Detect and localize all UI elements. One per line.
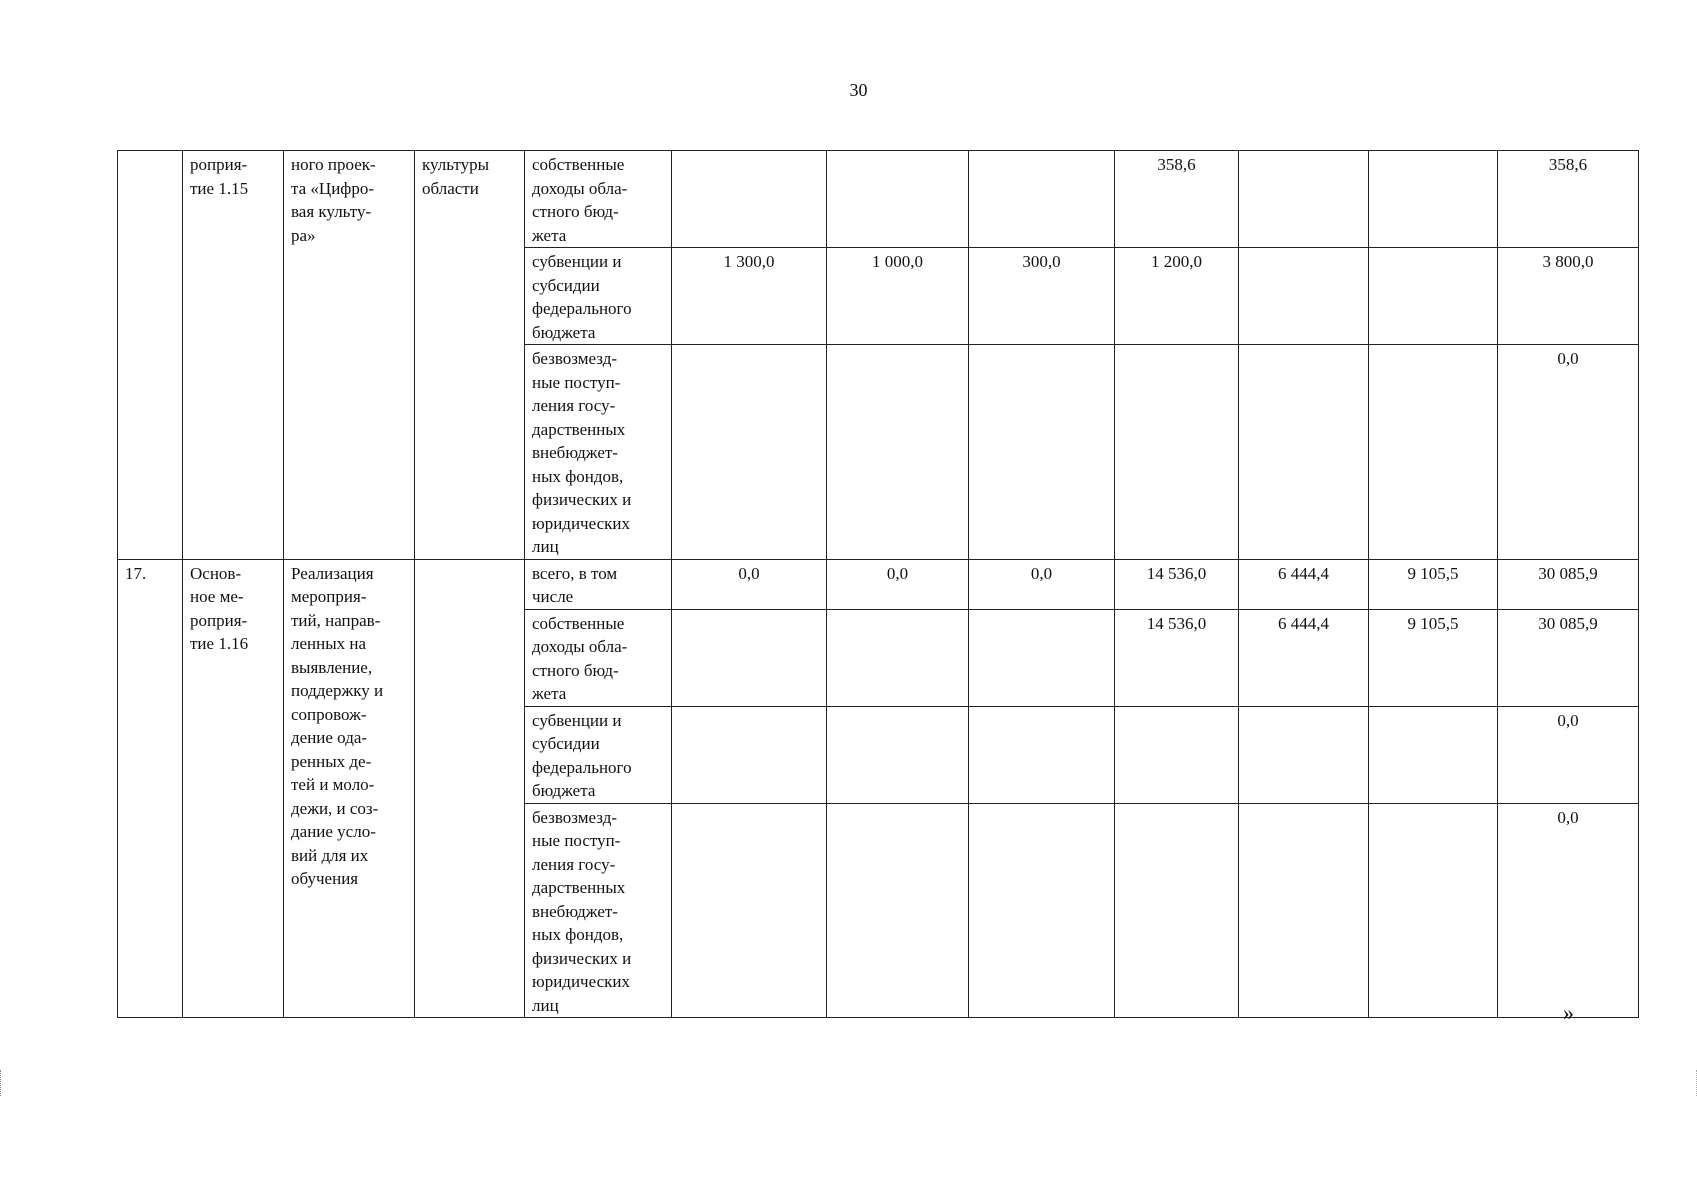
amount-cell: 6 444,4 [1239,609,1369,706]
funding-source-cell: безвозмезд- ные поступ- ления госу- дарственных внебюджет- ных фондов, физических и юридических лиц [525,345,672,560]
amount-cell [1239,151,1369,248]
amount-cell [969,151,1115,248]
amount-cell [672,706,827,803]
amount-cell [672,151,827,248]
margin-mark [1688,1070,1697,1096]
executor-cell: культуры области [415,151,525,560]
funding-source-cell: субвенции и субсидии федерального бюджета [525,248,672,345]
amount-cell: 9 105,5 [1369,609,1498,706]
page-number: 30 [849,80,868,100]
amount-cell: 6 444,4 [1239,559,1369,609]
amount-cell: 0,0 [672,559,827,609]
amount-cell: 0,0 [969,559,1115,609]
amount-cell [672,609,827,706]
amount-cell [969,609,1115,706]
amount-cell [1239,803,1369,1018]
closing-quote: » [1563,1000,1574,1025]
amount-cell: 0,0 [827,559,969,609]
amount-cell: 3 800,0 [1498,248,1639,345]
amount-cell: 300,0 [969,248,1115,345]
amount-cell: 0,0 [1498,345,1639,560]
amount-cell: 14 536,0 [1115,609,1239,706]
amount-cell [1115,706,1239,803]
table-row [118,559,1639,609]
funding-source-cell: безвозмезд- ные поступ- ления госу- дарственных внебюджет- ных фондов, физических и юридических лиц [525,803,672,1018]
amount-cell: 0,0 [1498,706,1639,803]
row-index-cell: 17. [118,559,183,1018]
amount-cell: 9 105,5 [1369,559,1498,609]
funding-source-cell: собственные доходы обла- стного бюд- жета [525,151,672,248]
amount-cell [969,345,1115,560]
amount-cell: 30 085,9 [1498,559,1639,609]
amount-cell: 0,0 [1498,803,1639,1018]
amount-cell: 1 000,0 [827,248,969,345]
amount-cell [827,803,969,1018]
funding-source-cell: собственные доходы обла- стного бюд- жета [525,609,672,706]
table-body [118,151,1639,1018]
amount-cell [672,803,827,1018]
amount-cell [827,706,969,803]
amount-cell: 1 300,0 [672,248,827,345]
project-description-cell: ного проек- та «Цифро- вая культу- ра» [284,151,415,560]
margin-mark [0,1070,9,1096]
amount-cell [969,706,1115,803]
amount-cell [827,151,969,248]
event-name-cell: роприя- тие 1.15 [183,151,284,560]
amount-cell [1115,345,1239,560]
amount-cell [1369,803,1498,1018]
table-row [118,151,1639,248]
event-name-cell: Основ- ное ме- роприя- тие 1.16 [183,559,284,1018]
amount-cell [1369,706,1498,803]
amount-cell: 30 085,9 [1498,609,1639,706]
amount-cell [827,609,969,706]
amount-cell: 358,6 [1498,151,1639,248]
amount-cell [1115,803,1239,1018]
budget-table [117,150,1639,1018]
funding-source-cell: всего, в том числе [525,559,672,609]
amount-cell [672,345,827,560]
amount-cell [969,803,1115,1018]
amount-cell [1369,248,1498,345]
executor-cell [415,559,525,1018]
row-index-cell [118,151,183,560]
amount-cell: 14 536,0 [1115,559,1239,609]
amount-cell [827,345,969,560]
amount-cell: 1 200,0 [1115,248,1239,345]
amount-cell [1239,706,1369,803]
funding-source-cell: субвенции и субсидии федерального бюджета [525,706,672,803]
amount-cell [1239,248,1369,345]
project-description-cell: Реализация мероприя- тий, направ- ленных на выявление, поддержку и сопровож- дение ода- ренных де- тей и моло- дежи, и соз- дание усло- вий для их обучения [284,559,415,1018]
amount-cell: 358,6 [1115,151,1239,248]
amount-cell [1239,345,1369,560]
amount-cell [1369,151,1498,248]
amount-cell [1369,345,1498,560]
